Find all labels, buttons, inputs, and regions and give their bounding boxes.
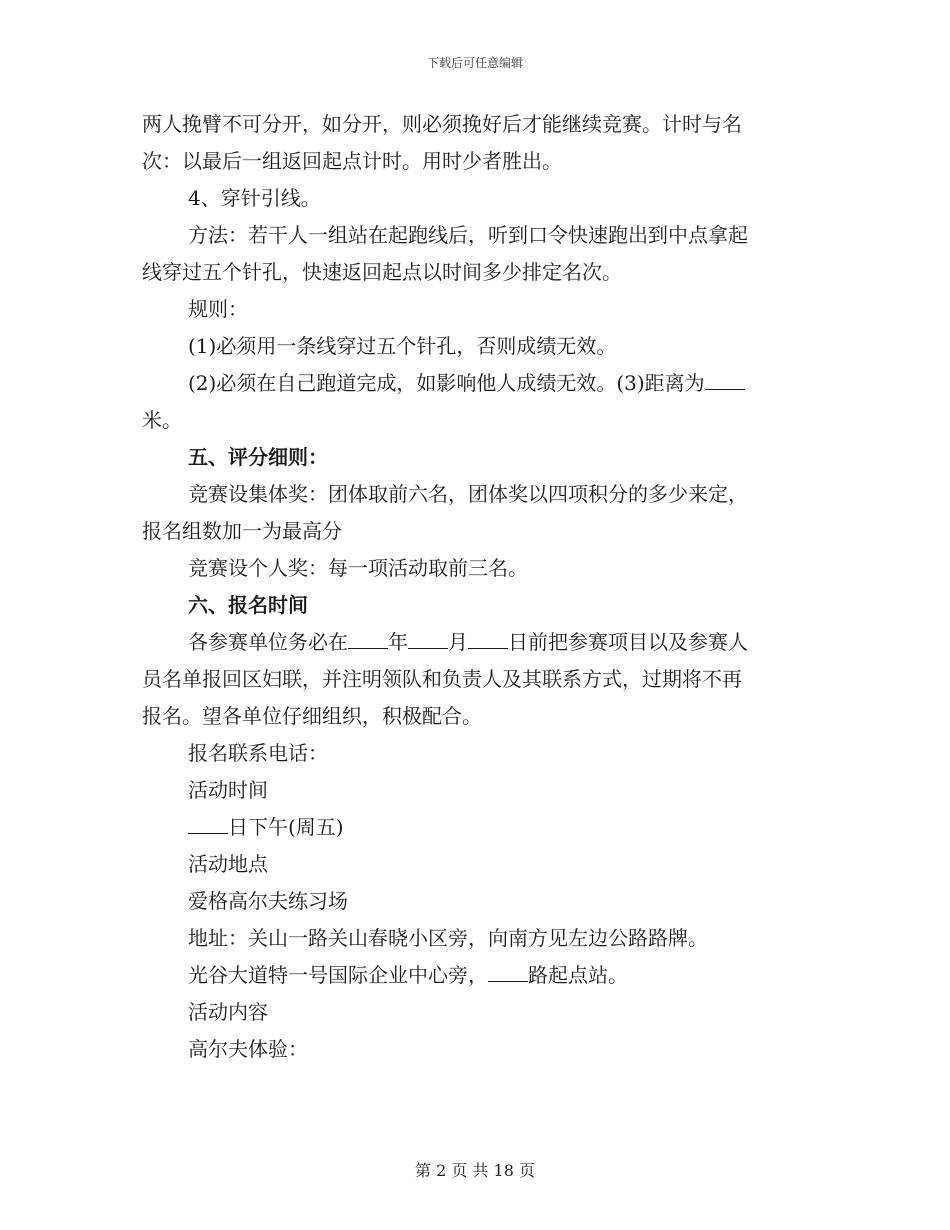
text-line: 活动时间	[188, 778, 268, 802]
text-line: 次：以最后一组返回起点计时。用时少者胜出。	[142, 149, 562, 173]
text-segment: 各参赛单位务必在	[188, 630, 348, 654]
section-heading: 六、报名时间	[188, 593, 308, 617]
list-item-heading: 4、穿针引线。	[188, 186, 321, 210]
fill-blank	[705, 365, 745, 390]
text-line: 报名联系电话：	[188, 741, 328, 765]
fill-blank	[348, 624, 388, 649]
text-line: 两人挽臂不可分开，如分开，则必须挽好后才能继续竞赛。计时与名	[142, 112, 742, 136]
fill-blank	[488, 957, 528, 982]
text-line	[142, 809, 808, 846]
rule-item	[142, 365, 808, 402]
text-line: 报名组数加一为最高分	[142, 519, 342, 543]
text-line: 爱格高尔夫练习场	[188, 889, 348, 913]
text-line: 活动内容	[188, 1000, 268, 1024]
text-segment: 日下午(周五)	[228, 815, 344, 839]
rule-item: (1)必须用一条线穿过五个针孔，否则成绩无效。	[188, 334, 617, 358]
text-segment: 年	[388, 630, 408, 654]
text-line: 报名。望各单位仔细组织，积极配合。	[142, 704, 482, 728]
text-line: 竞赛设集体奖：团体取前六名，团体奖以四项积分的多少来定，	[188, 482, 748, 506]
text-segment: 光谷大道特一号国际企业中心旁，	[188, 963, 488, 987]
text-line: 线穿过五个针孔，快速返回起点以时间多少排定名次。	[142, 260, 622, 284]
page-number: 第 2 页 共 18 页	[415, 1161, 535, 1180]
text-line: 高尔夫体验：	[188, 1037, 308, 1061]
fill-blank	[408, 624, 448, 649]
text-line: 规则：	[188, 297, 248, 321]
text-segment: 月	[448, 630, 468, 654]
text-line	[142, 624, 808, 661]
text-segment: 日前把参赛项目以及参赛人	[508, 630, 748, 654]
text-line: 活动地点	[188, 852, 268, 876]
text-line: 竞赛设个人奖：每一项活动取前三名。	[188, 556, 528, 580]
text-line	[142, 957, 808, 994]
fill-blank	[468, 624, 508, 649]
text-segment: 路起点站。	[528, 963, 628, 987]
text-line: 地址：关山一路关山春晓小区旁，向南方见左边公路路牌。	[188, 926, 708, 950]
page-header: 下载后可任意编辑	[426, 56, 523, 70]
text-line: 员名单报回区妇联，并注明领队和负责人及其联系方式，过期将不再	[142, 667, 742, 691]
text-line: 方法：若干人一组站在起跑线后，听到口令快速跑出到中点拿起	[188, 223, 748, 247]
text-line: 米。	[142, 408, 182, 432]
document-body	[142, 106, 808, 1068]
section-heading: 五、评分细则：	[188, 445, 328, 469]
rule-text: (2)必须在自己跑道完成，如影响他人成绩无效。(3)距离为	[188, 371, 705, 395]
fill-blank	[188, 809, 228, 834]
